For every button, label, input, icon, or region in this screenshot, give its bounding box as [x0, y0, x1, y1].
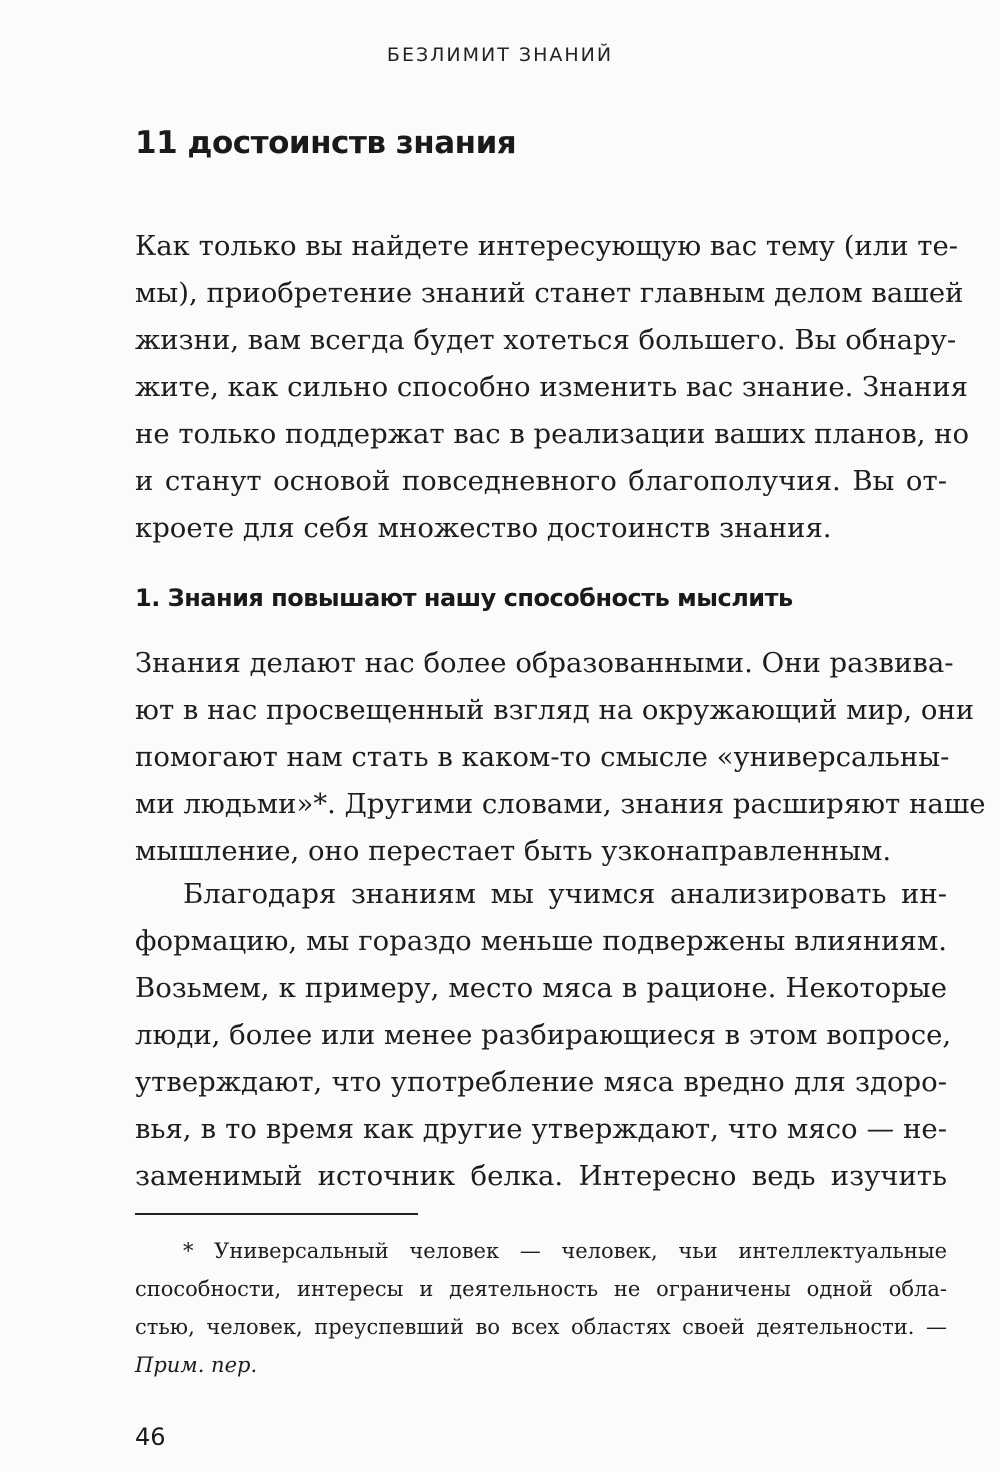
text-line: заменимый источник белка. Интересно ведь изучить: [135, 1160, 947, 1192]
text-line: помогают нам стать в каком-то смысле «универсальны-: [135, 741, 950, 773]
text-line: Как только вы найдете интересующую вас тему (или те-: [135, 230, 959, 262]
text-line: кроете для себя множество достоинств знания.: [135, 512, 832, 544]
text-line: не только поддержат вас в реализации ваших планов, но: [135, 418, 970, 450]
text-line: мышление, оно перестает быть узконаправленным.: [135, 835, 892, 867]
text-line: Благодаря знаниям мы учимся анализировать ин-: [183, 878, 947, 910]
page-number: 46: [135, 1423, 166, 1451]
text-line: Знания делают нас более образованными. Они развива-: [135, 647, 954, 679]
text-line: Возьмем, к примеру, место мяса в рационе. Некоторые: [135, 972, 947, 1004]
text-line: мы), приобретение знаний станет главным делом вашей: [135, 277, 964, 309]
running-header: БЕЗЛИМИТ ЗНАНИЙ: [386, 44, 614, 66]
intro-paragraph: [135, 223, 970, 552]
text-line: жизни, вам всегда будет хотеться большего. Вы обнару-: [135, 324, 957, 356]
footnote-line: Прим. пер.: [135, 1353, 258, 1377]
footnote-line: * Универсальный человек — человек, чьи интеллектуальные: [183, 1239, 947, 1263]
section-paragraph-1: [135, 640, 986, 875]
text-line: вья, в то время как другие утверждают, что мясо — не-: [135, 1113, 947, 1145]
text-line: и станут основой повседневного благополучия. Вы от-: [135, 465, 947, 497]
text-line: утверждают, что употребление мяса вредно для здоро-: [135, 1066, 947, 1098]
footnote-line: способности, интересы и деятельность не ограничены одной обла-: [135, 1277, 947, 1301]
text-line: жите, как сильно способно изменить вас знание. Знания: [135, 371, 968, 403]
footnote: [135, 1232, 947, 1384]
chapter-title: 11 достоинств знания: [135, 125, 517, 161]
text-line: люди, более или менее разбирающиеся в этом вопросе,: [135, 1019, 952, 1051]
text-line: ми людьми»*. Другими словами, знания расширяют наше: [135, 788, 986, 820]
section-title: 1. Знания повышают нашу способность мыслить: [135, 584, 793, 612]
footnote-line: стью, человек, преуспевший во всех областях своей деятельности. —: [135, 1315, 947, 1339]
text-line: формацию, мы гораздо меньше подвержены влияниям.: [135, 925, 947, 957]
section-paragraph-2: [135, 871, 952, 1200]
text-line: ют в нас просвещенный взгляд на окружающий мир, они: [135, 694, 975, 726]
footnote-divider: [135, 1213, 418, 1215]
